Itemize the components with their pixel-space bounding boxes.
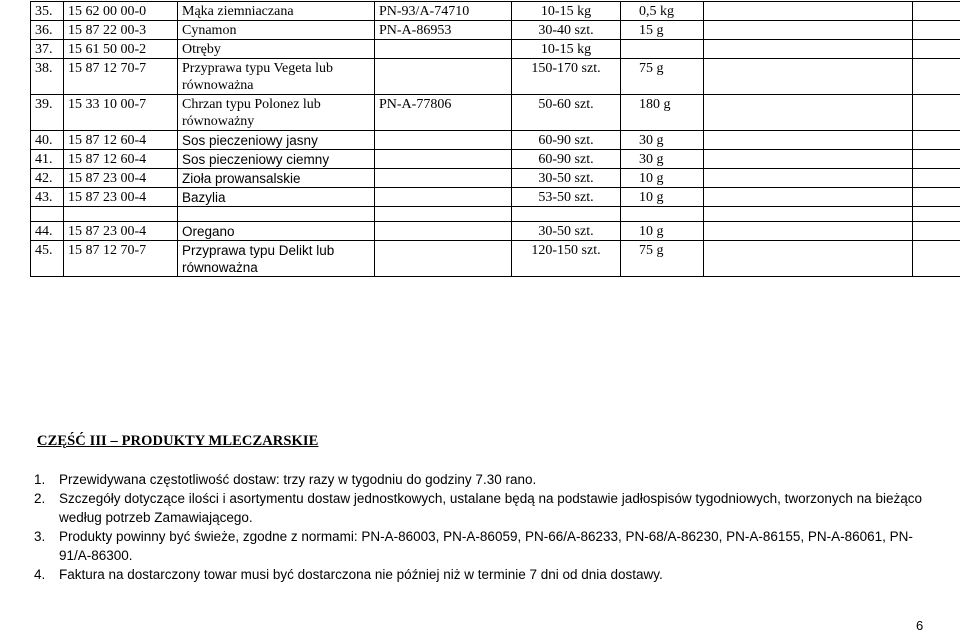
cpv-code-cell: 15 62 00 00-0 <box>64 2 178 21</box>
cpv-code-cell: 15 87 12 70-7 <box>64 59 178 95</box>
row-number-cell: 35. <box>31 2 64 21</box>
empty-cell <box>704 2 913 21</box>
quantity-cell: 10-15 kg <box>512 2 621 21</box>
table-row <box>31 59 960 95</box>
list-item-text: Faktura na dostarczony towar musi być dostarczona nie później niż w terminie 7 dni od dnia dostawy. <box>59 567 663 582</box>
unit-weight-cell: 75 g <box>621 241 704 277</box>
table-row <box>31 95 960 131</box>
row-number-cell: 43. <box>31 188 64 207</box>
empty-cell <box>913 2 960 21</box>
empty-cell <box>704 169 913 188</box>
unit-weight-cell <box>621 40 704 59</box>
empty-cell <box>704 131 913 150</box>
norm-standard-cell <box>375 222 512 241</box>
product-name-cell: Przyprawa typu Delikt lub równoważna <box>178 241 375 277</box>
unit-weight-cell: 10 g <box>621 188 704 207</box>
list-item-text: Produkty powinny być świeże, zgodne z normami: PN-A-86003, PN-A-86059, PN-66/A-86233, PN-68/A-86230, PN-A-86155, PN-A-86061, PN-91/A-86300. <box>59 529 913 563</box>
product-name-cell: Sos pieczeniowy jasny <box>178 131 375 150</box>
empty-cell <box>704 222 913 241</box>
section-title: CZĘŚĆ III – PRODUKTY MLECZARSKIE <box>37 433 318 450</box>
norm-standard-cell <box>375 40 512 59</box>
norm-standard-cell <box>375 188 512 207</box>
row-number-cell: 37. <box>31 40 64 59</box>
page-number: 6 <box>916 618 923 633</box>
product-name-cell: Zioła prowansalskie <box>178 169 375 188</box>
row-number-cell: 38. <box>31 59 64 95</box>
table-row <box>31 150 960 169</box>
list-item <box>34 489 924 527</box>
unit-weight-cell: 10 g <box>621 222 704 241</box>
list-item-number: 2. <box>34 489 45 508</box>
table-row <box>31 21 960 40</box>
quantity-cell: 50-60 szt. <box>512 95 621 131</box>
empty-cell <box>704 188 913 207</box>
quantity-cell: 10-15 kg <box>512 40 621 59</box>
quantity-cell: 150-170 szt. <box>512 59 621 95</box>
table-row <box>31 40 960 59</box>
row-number-cell: 42. <box>31 169 64 188</box>
list-item <box>34 565 924 584</box>
list-item-text: Przewidywana częstotliwość dostaw: trzy razy w tygodniu do godziny 7.30 rano. <box>59 472 536 487</box>
spacer-row <box>31 207 960 222</box>
empty-cell <box>913 59 960 95</box>
unit-weight-cell: 30 g <box>621 131 704 150</box>
norm-standard-cell <box>375 150 512 169</box>
row-number-cell: 44. <box>31 222 64 241</box>
empty-cell <box>913 188 960 207</box>
list-item <box>34 527 924 565</box>
product-name-cell: Chrzan typu Polonez lub równoważny <box>178 95 375 131</box>
unit-weight-cell: 0,5 kg <box>621 2 704 21</box>
row-number-cell: 36. <box>31 21 64 40</box>
cpv-code-cell: 15 87 22 00-3 <box>64 21 178 40</box>
norm-standard-cell <box>375 241 512 277</box>
product-name-cell: Cynamon <box>178 21 375 40</box>
product-name-cell: Bazylia <box>178 188 375 207</box>
product-name-cell: Przyprawa typu Vegeta lub równoważna <box>178 59 375 95</box>
table-row <box>31 169 960 188</box>
cpv-code-cell: 15 87 23 00-4 <box>64 188 178 207</box>
empty-cell <box>913 241 960 277</box>
table-spacer <box>31 207 960 222</box>
unit-weight-cell: 15 g <box>621 21 704 40</box>
cpv-code-cell: 15 87 23 00-4 <box>64 222 178 241</box>
quantity-cell: 30-50 szt. <box>512 169 621 188</box>
empty-cell <box>704 21 913 40</box>
table-row <box>31 241 960 277</box>
cpv-code-cell: 15 33 10 00-7 <box>64 95 178 131</box>
cpv-code-cell: 15 87 12 70-7 <box>64 241 178 277</box>
empty-cell <box>913 150 960 169</box>
unit-weight-cell: 75 g <box>621 59 704 95</box>
spice-products-table <box>30 1 960 277</box>
table-row <box>31 222 960 241</box>
empty-cell <box>913 95 960 131</box>
empty-cell <box>704 40 913 59</box>
table-row <box>31 131 960 150</box>
unit-weight-cell: 10 g <box>621 169 704 188</box>
empty-cell <box>704 150 913 169</box>
unit-weight-cell: 180 g <box>621 95 704 131</box>
cpv-code-cell: 15 87 12 60-4 <box>64 131 178 150</box>
norm-standard-cell <box>375 169 512 188</box>
requirements-list <box>34 470 924 584</box>
list-item-text: Szczegóły dotyczące ilości i asortymentu dostaw jednostkowych, ustalane będą na podstawie jadłospisów tygodniowych, tworzonych na bieżąco według potrzeb Zamawiającego. <box>59 491 922 525</box>
table-row <box>31 2 960 21</box>
quantity-cell: 120-150 szt. <box>512 241 621 277</box>
product-name-cell: Otręby <box>178 40 375 59</box>
empty-cell <box>913 131 960 150</box>
cpv-code-cell: 15 61 50 00-2 <box>64 40 178 59</box>
quantity-cell: 30-40 szt. <box>512 21 621 40</box>
product-name-cell: Mąka ziemniaczana <box>178 2 375 21</box>
quantity-cell: 60-90 szt. <box>512 150 621 169</box>
product-name-cell: Sos pieczeniowy ciemny <box>178 150 375 169</box>
table-row <box>31 188 960 207</box>
row-number-cell: 40. <box>31 131 64 150</box>
norm-standard-cell: PN-93/A-74710 <box>375 2 512 21</box>
empty-cell <box>704 95 913 131</box>
list-item-number: 3. <box>34 527 45 546</box>
empty-cell <box>913 40 960 59</box>
empty-cell <box>704 241 913 277</box>
table-body-a <box>31 2 960 207</box>
list-item-number: 1. <box>34 470 45 489</box>
cpv-code-cell: 15 87 23 00-4 <box>64 169 178 188</box>
norm-standard-cell <box>375 59 512 95</box>
list-item <box>34 470 924 489</box>
row-number-cell: 45. <box>31 241 64 277</box>
list-item-number: 4. <box>34 565 45 584</box>
quantity-cell: 60-90 szt. <box>512 131 621 150</box>
empty-cell <box>913 169 960 188</box>
norm-standard-cell: PN-A-86953 <box>375 21 512 40</box>
empty-cell <box>704 59 913 95</box>
quantity-cell: 53-50 szt. <box>512 188 621 207</box>
norm-standard-cell: PN-A-77806 <box>375 95 512 131</box>
row-number-cell: 41. <box>31 150 64 169</box>
empty-cell <box>913 222 960 241</box>
table-body-b <box>31 222 960 277</box>
cpv-code-cell: 15 87 12 60-4 <box>64 150 178 169</box>
empty-cell <box>913 21 960 40</box>
quantity-cell: 30-50 szt. <box>512 222 621 241</box>
norm-standard-cell <box>375 131 512 150</box>
product-name-cell: Oregano <box>178 222 375 241</box>
unit-weight-cell: 30 g <box>621 150 704 169</box>
row-number-cell: 39. <box>31 95 64 131</box>
